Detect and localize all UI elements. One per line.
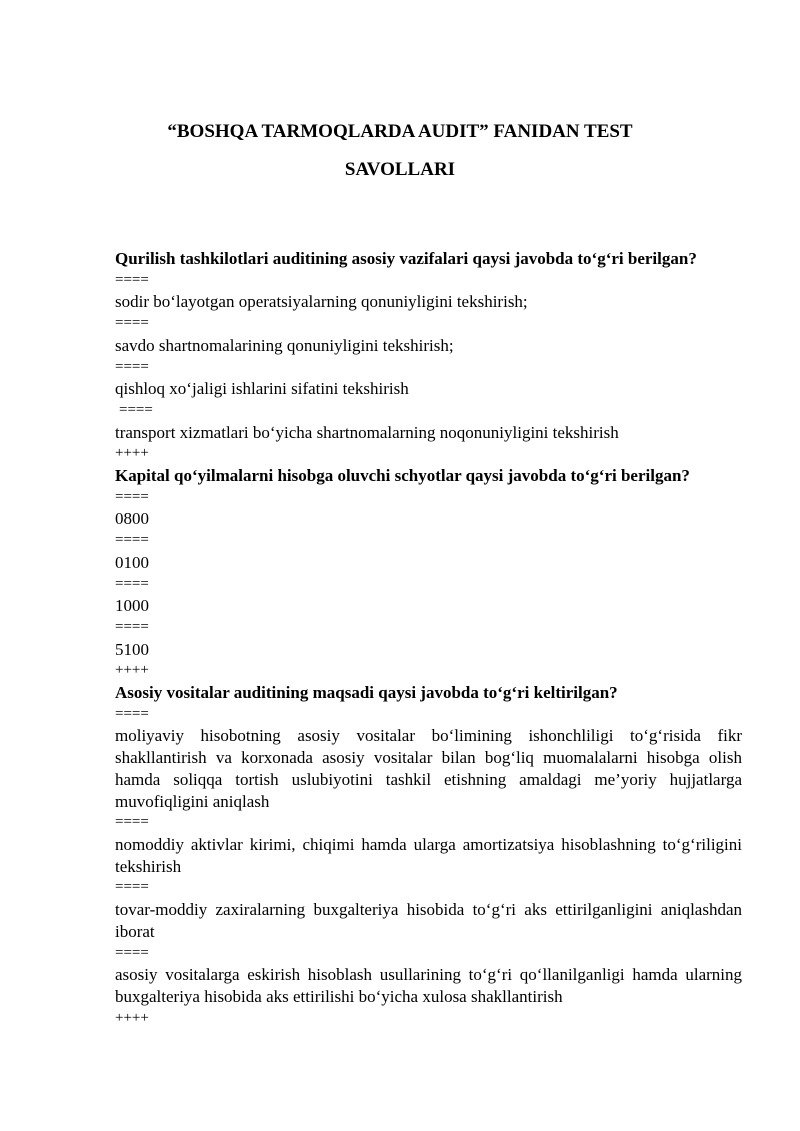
option-separator: ====: [115, 814, 149, 831]
question-separator: ++++: [115, 1009, 149, 1026]
answer-option: 5100: [115, 639, 149, 659]
question-text: Asosiy vositalar auditining maqsadi qaysi javobda to‘g‘ri keltirilgan?: [115, 683, 618, 703]
question-separator: ++++: [115, 662, 149, 679]
answer-option: 0800: [115, 509, 149, 529]
test-questions: [115, 248, 742, 1029]
answer-option: asosiy vositalarga eskirish hisoblash usullarining to‘g‘ri qo‘llanilganligi hamda ularning buxgalteriya hisobida aks ettirilishi bo‘yicha xulosa shakllantirish: [115, 965, 742, 1006]
option-separator: ====: [115, 944, 149, 961]
answer-option: tovar-moddiy zaxiralarning buxgalteriya hisobida to‘g‘ri aks ettirilganligini aniqlashdan iborat: [115, 900, 742, 941]
option-separator: ====: [119, 401, 153, 418]
answer-option: 1000: [115, 596, 149, 616]
option-separator: ====: [115, 271, 149, 288]
answer-option: savdo shartnomalarining qonuniyligini tekshirish;: [115, 335, 454, 355]
document-title-line-2: SAVOLLARI: [344, 159, 456, 180]
option-separator: ====: [115, 358, 149, 375]
question-separator: ++++: [115, 445, 149, 462]
answer-option: moliyaviy hisobotning asosiy vositalar bo‘limining ishonchliligi to‘g‘risida fikr shakllantirish va korxonada asosiy vositalar bilan bog‘liq muomalalarni hisobga olish hamda soliqqa tortish uslubiyotini tashkil etishning amaldagi me’yoriy hujjatlarga muvofiqligini aniqlash: [115, 726, 742, 811]
answer-option: nomoddiy aktivlar kirimi, chiqimi hamda ularga amortizatsiya hisoblashning to‘g‘riligini tekshirish: [115, 834, 742, 876]
option-separator: ====: [115, 879, 149, 896]
answer-option: qishloq xo‘jaligi ishlarini sifatini tekshirish: [115, 379, 409, 399]
answer-option: 0100: [115, 552, 149, 572]
option-separator: ====: [115, 315, 149, 332]
answer-option: sodir bo‘layotgan operatsiyalarning qonuniyligini tekshirish;: [115, 292, 528, 312]
option-separator: ====: [115, 488, 149, 505]
option-separator: ====: [115, 532, 149, 549]
option-separator: ====: [115, 618, 149, 635]
question-text: Kapital qo‘yilmalarni hisobga oluvchi schyotlar qaysi javobda to‘g‘ri berilgan?: [115, 466, 690, 486]
answer-option: transport xizmatlari bo‘yicha shartnomalarning noqonuniyligini tekshirish: [115, 422, 619, 442]
option-separator: ====: [115, 575, 149, 592]
question-text: Qurilish tashkilotlari auditining asosiy vazifalari qaysi javobda to‘g‘ri berilgan?: [115, 249, 697, 268]
option-separator: ====: [115, 705, 149, 722]
document-title-line-1: “BOSHQA TARMOQLARDA AUDIT” FANIDAN TEST: [167, 121, 633, 142]
